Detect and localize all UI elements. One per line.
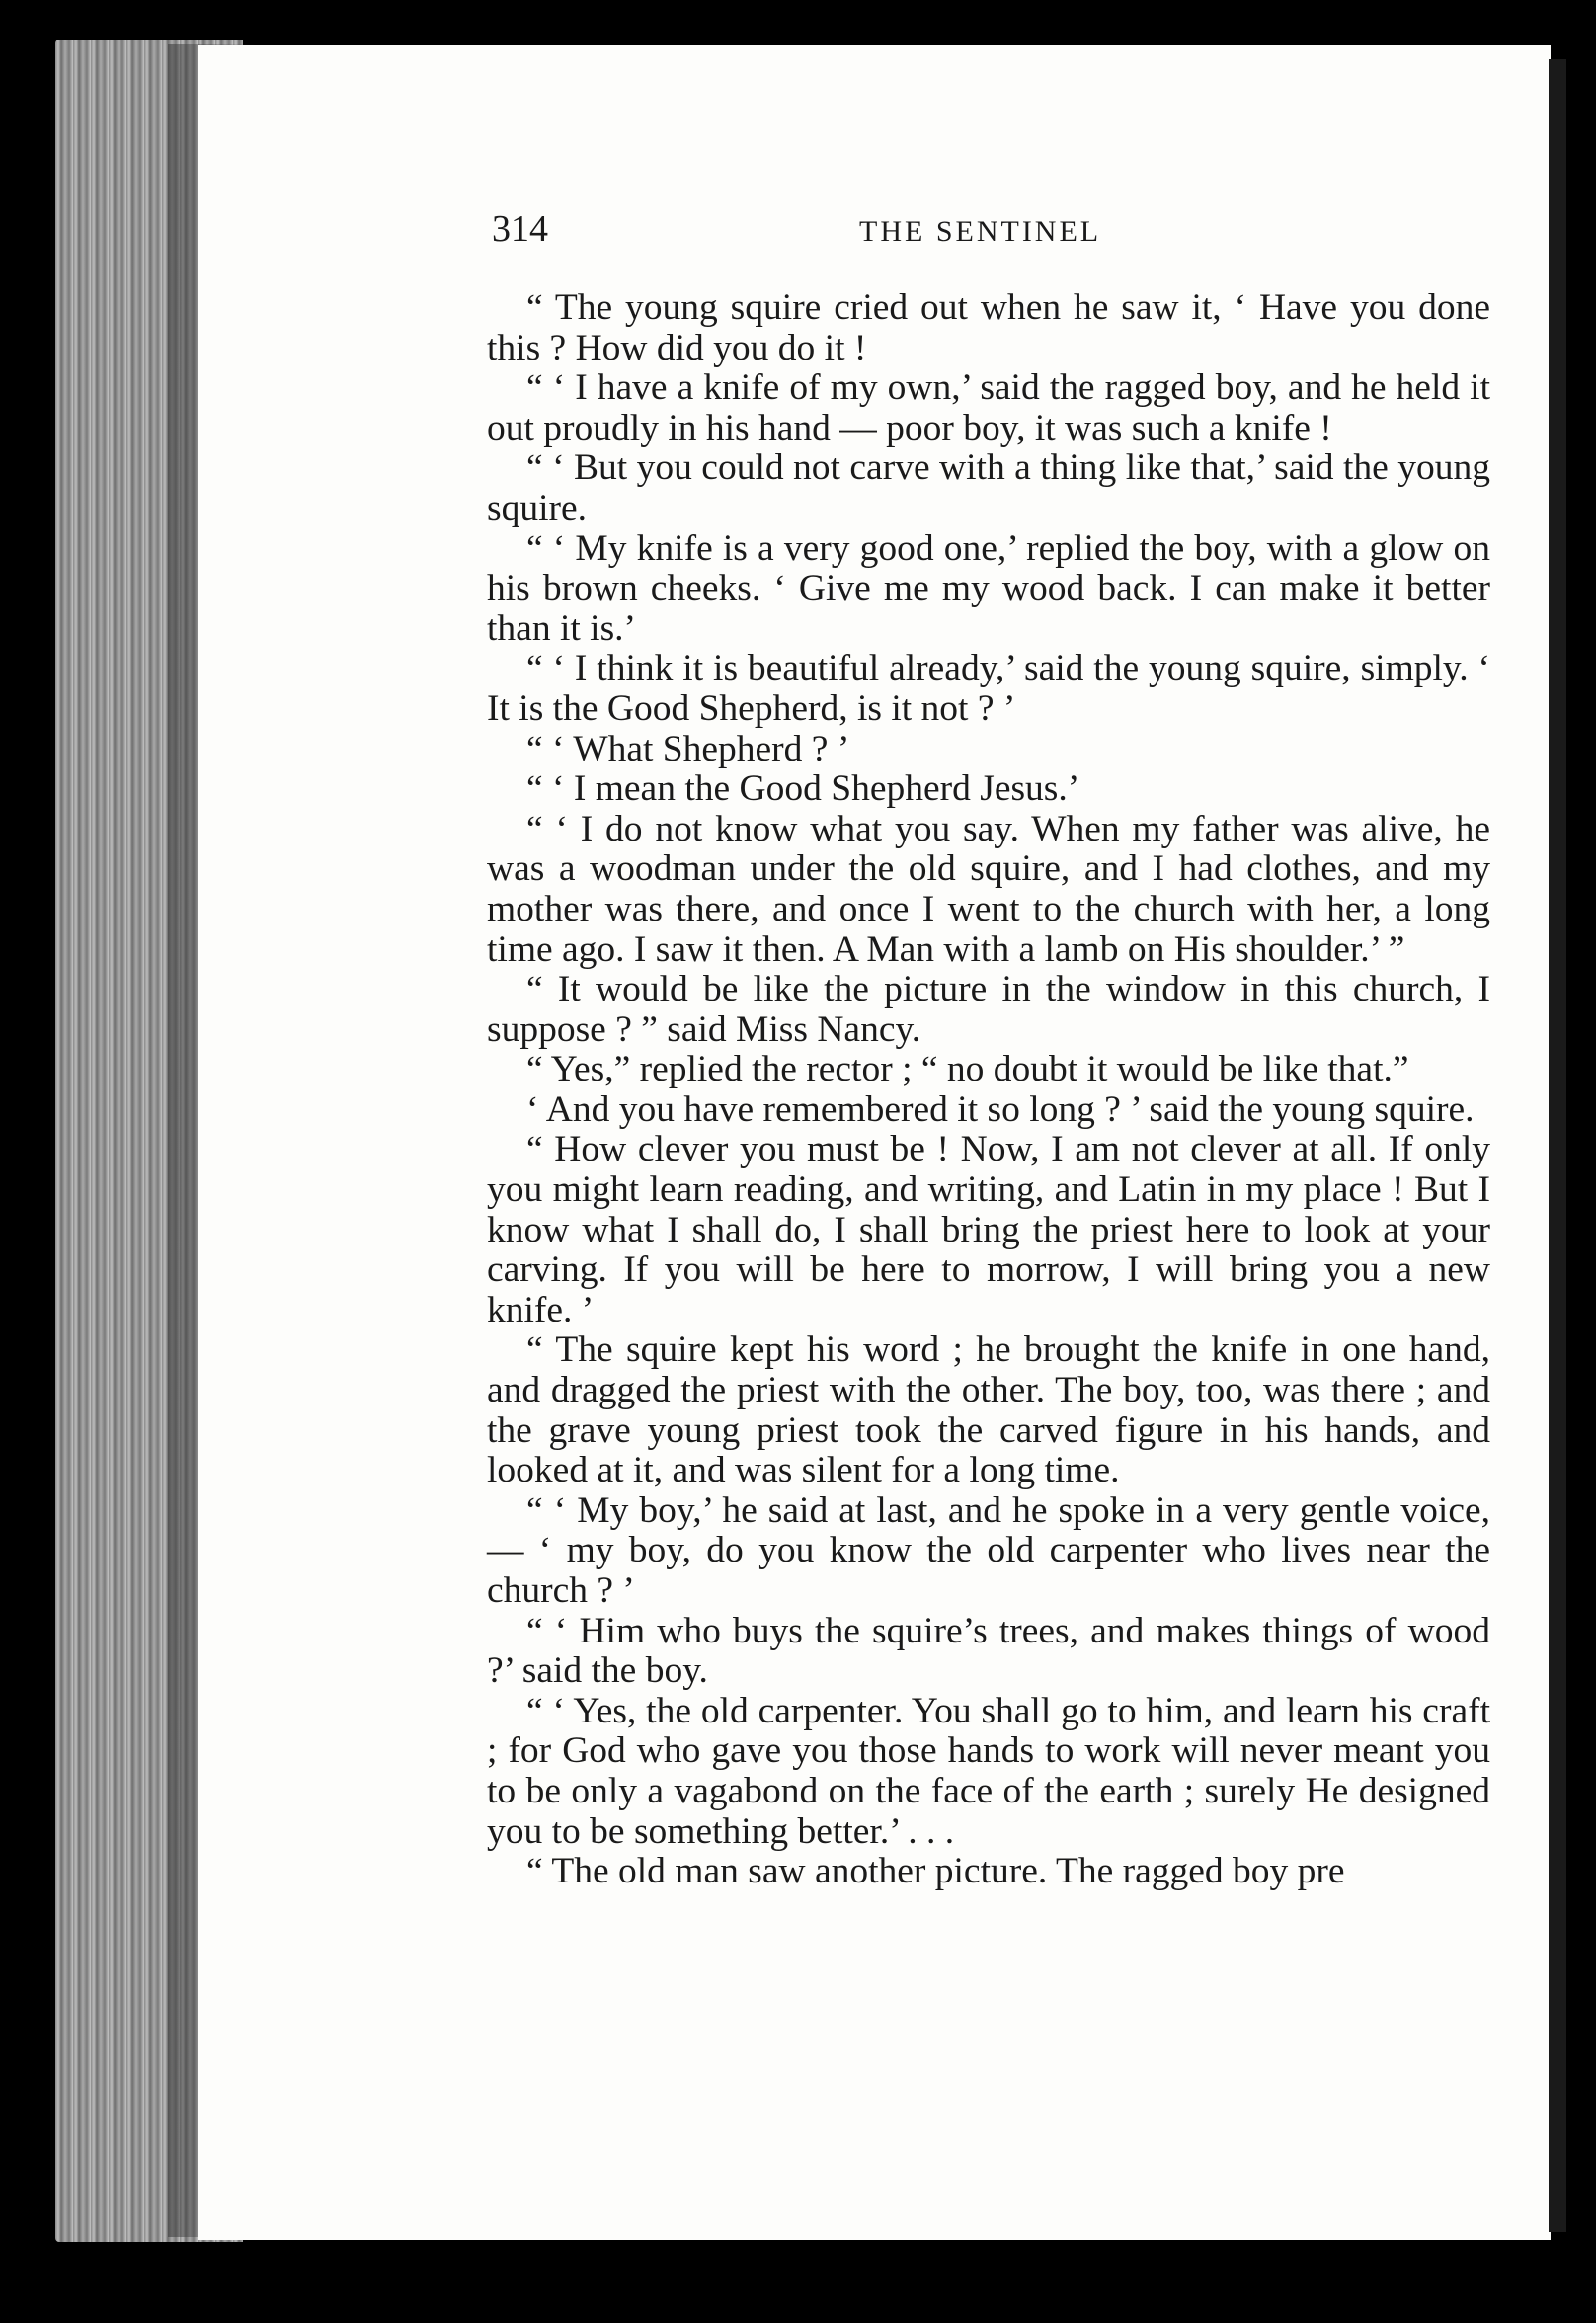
page-right-edge [1549, 59, 1566, 2232]
paragraph: “ It would be like the picture in the window in this church, I suppose ? ” said Miss Nancy. [487, 969, 1490, 1050]
paragraph: “ ‘ I have a knife of my own,’ said the ragged boy, and he held it out proudly in his hand — poor boy, it was such a knife ! [487, 367, 1490, 448]
paragraph: “ ‘ My boy,’ he said at last, and he spoke in a very gentle voice, — ‘ my boy, do you know the old carpenter who lives near the church ? ’ [487, 1489, 1490, 1611]
paragraph: “ The young squire cried out when he saw it, ‘ Have you done this ? How did you do it ! [487, 287, 1490, 368]
page-header [492, 207, 1491, 267]
running-title: THE SENTINEL [859, 215, 1102, 248]
body-text [487, 288, 1490, 1892]
paragraph: “ ‘ My knife is a very good one,’ replied the boy, with a glow on his brown cheeks. ‘ Give me my wood back. I can make it better than it is.’ [487, 527, 1490, 649]
paragraph: “ The squire kept his word ; he brought the knife in one hand, and dragged the priest with the other. The boy, too, was there ; and the grave young priest took the carved figure in his hands, and looked at it, and was silent for a long time. [487, 1329, 1490, 1491]
paragraph: “ ‘ What Shepherd ? ’ [526, 728, 850, 769]
paragraph: “ ‘ Him who buys the squire’s trees, and makes things of wood ?’ said the boy. [487, 1610, 1490, 1692]
paragraph: “ ‘ I mean the Good Shepherd Jesus.’ [526, 768, 1080, 810]
paragraph: “ ‘ I think it is beautiful already,’ said the young squire, simply. ‘ It is the Good Shepherd, is it not ? ’ [487, 648, 1490, 729]
paragraph: “ How clever you must be ! Now, I am not clever at all. If only you might learn reading, and writing, and Latin in my place ! But I know what I shall do, I shall bring the priest here to look at your carving. If you will be here to morrow, I will bring you a new knife. ’ [487, 1129, 1490, 1330]
page-number: 314 [492, 208, 548, 250]
paragraph: “ The old man saw another picture. The ragged boy pre [526, 1851, 1345, 1892]
paragraph: “ ‘ But you could not carve with a thing like that,’ said the young squire. [487, 447, 1490, 528]
paragraph: “ Yes,” replied the rector ; “ no doubt it would be like that.” [526, 1049, 1409, 1090]
paragraph: “ ‘ Yes, the old carpenter. You shall go to him, and learn his craft ; for God who gave you those hands to work will never meant you to be only a vagabond on the face of the earth ; surely He designed you to be something better.’ . . . [487, 1690, 1490, 1852]
paragraph: ‘ And you have remembered it so long ? ’ said the young squire. [526, 1088, 1475, 1130]
paragraph: “ ‘ I do not know what you say. When my father was alive, he was a woodman under the old squire, and I had clothes, and my mother was there, and once I went to the church with her, a long time ago. I saw it then. A Man with a lamb on His shoulder.’ ” [487, 808, 1490, 970]
